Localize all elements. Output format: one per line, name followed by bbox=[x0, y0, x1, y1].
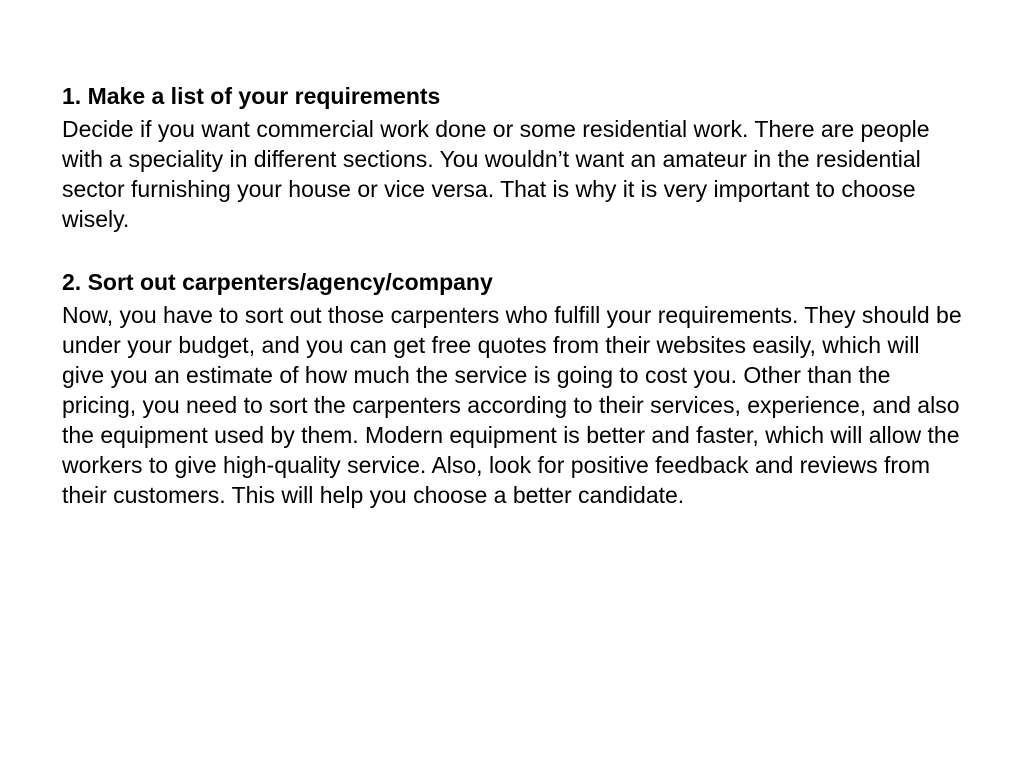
section-body: Now, you have to sort out those carpenters who fulfill your requirements. They should be under your budget, and you can get free quotes from their websites easily, which will give you an estimate of how much the service is going to cost you. Other than the pricing, you need to sort the carpenters according to their services, experience, and also the equipment used by them. Modern equipment is better and faster, which will allow the workers to give high-quality service. Also, look for positive feedback and reviews from their customers. This will help you choose a better candidate. bbox=[62, 302, 962, 508]
section-body: Decide if you want commercial work done or some residential work. There are people with a speciality in different sections. You wouldn’t want an amateur in the residential sector furnishing your house or vice versa. That is why it is very important to choose wisely. bbox=[62, 116, 930, 232]
section-heading: 1. Make a list of your requirements bbox=[62, 83, 441, 109]
section-requirements bbox=[62, 78, 964, 234]
section-sort-carpenters bbox=[62, 264, 964, 510]
section-heading: 2. Sort out carpenters/agency/company bbox=[62, 269, 493, 295]
